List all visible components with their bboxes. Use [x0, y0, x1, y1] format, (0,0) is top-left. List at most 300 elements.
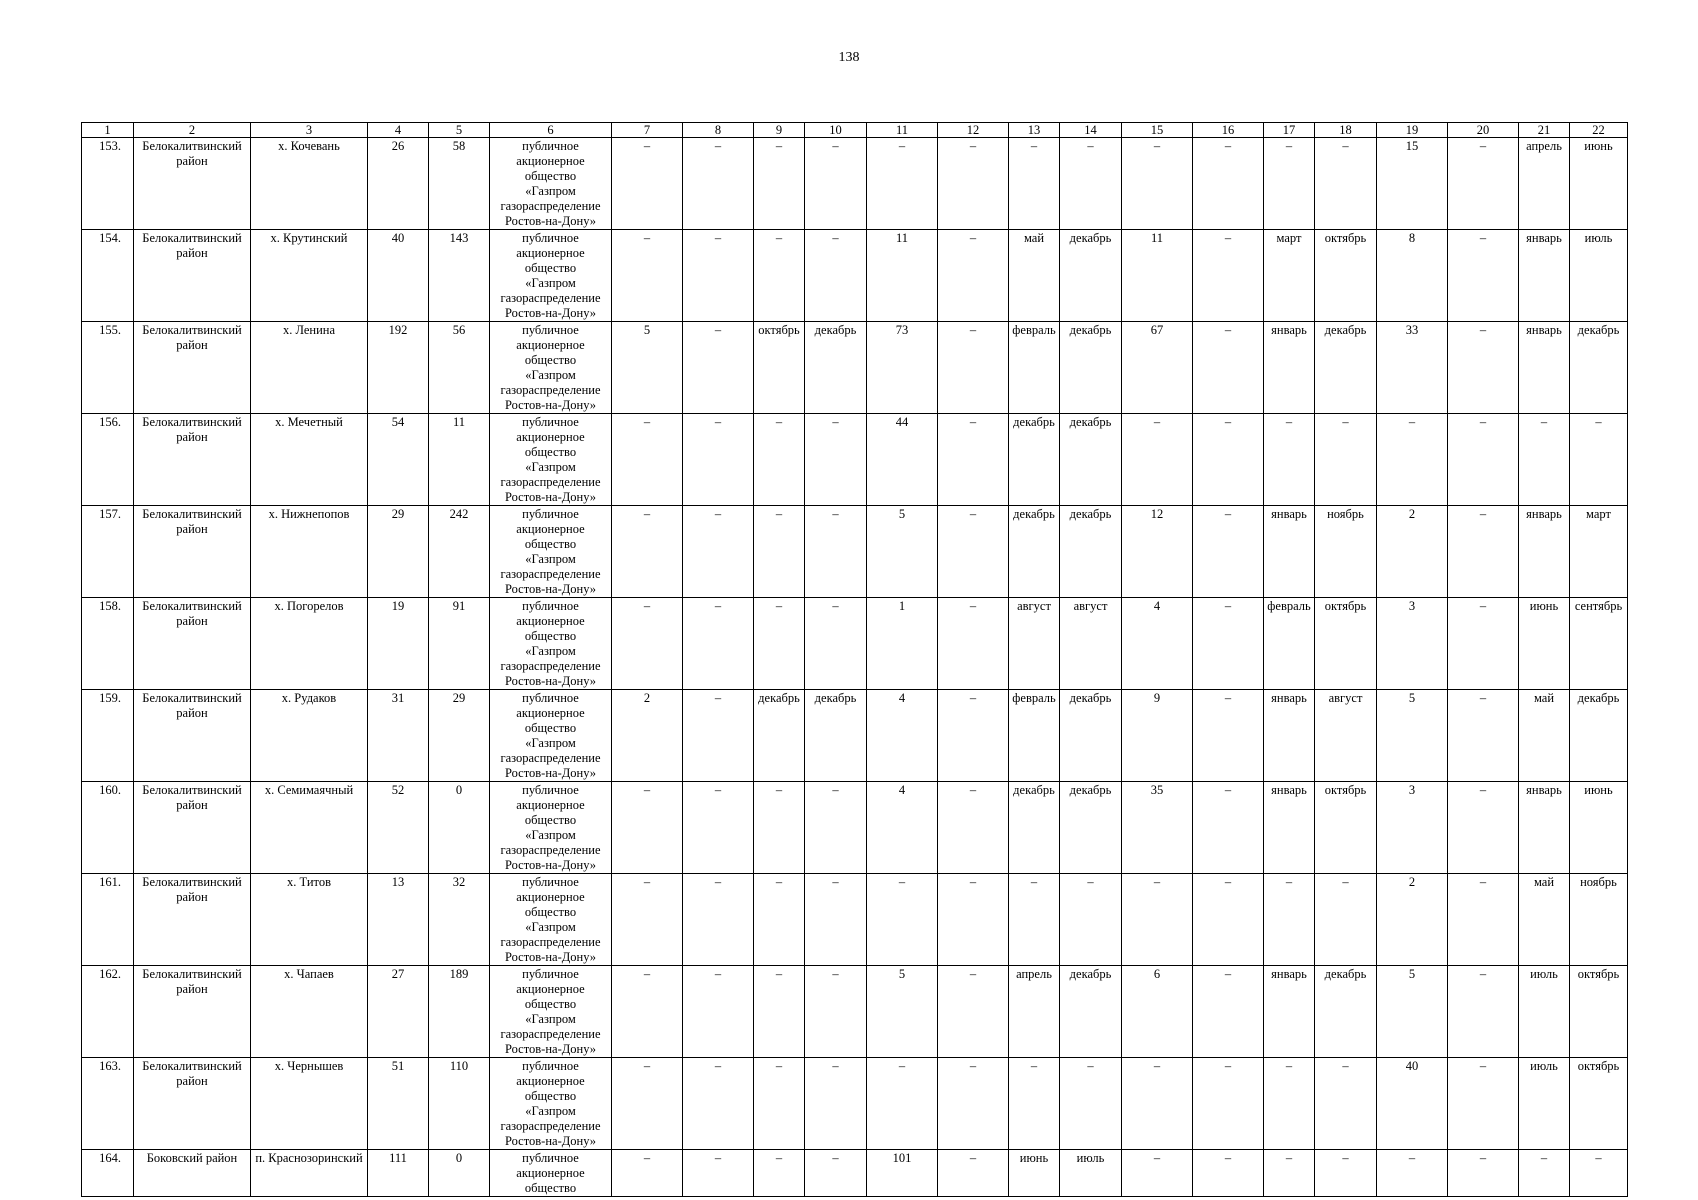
cell-c19: 33 — [1377, 322, 1448, 414]
cell-c8: – — [683, 782, 754, 874]
owner-line: акционерное — [516, 706, 585, 720]
cell-owner — [490, 1058, 612, 1150]
cell-c4: 31 — [368, 690, 429, 782]
cell-c21: январь — [1519, 506, 1570, 598]
owner-line: газораспределение — [500, 291, 601, 305]
cell-c17: – — [1264, 138, 1315, 230]
cell-c4: 19 — [368, 598, 429, 690]
cell-c4: 26 — [368, 138, 429, 230]
owner-line: общество — [524, 721, 577, 735]
cell-c17: январь — [1264, 506, 1315, 598]
cell-c20: – — [1448, 322, 1519, 414]
cell-c7: – — [612, 782, 683, 874]
cell-c22: сентябрь — [1570, 598, 1628, 690]
column-header: 3 — [251, 123, 368, 138]
cell-c8: – — [683, 230, 754, 322]
cell-c5: 189 — [429, 966, 490, 1058]
cell-c12: – — [938, 874, 1009, 966]
owner-line: Ростов-на-Дону» — [504, 398, 597, 412]
cell-c18: август — [1315, 690, 1377, 782]
cell-c4: 13 — [368, 874, 429, 966]
column-header: 22 — [1570, 123, 1628, 138]
cell-c18: – — [1315, 138, 1377, 230]
owner-line: акционерное — [516, 430, 585, 444]
owner-line: Ростов-на-Дону» — [504, 1042, 597, 1056]
cell-c10: – — [805, 230, 867, 322]
owner-line: акционерное — [516, 1074, 585, 1088]
owner-line: «Газпром — [525, 1104, 576, 1118]
cell-c18: ноябрь — [1315, 506, 1377, 598]
cell-c14: декабрь — [1060, 414, 1122, 506]
cell-c15: 35 — [1122, 782, 1193, 874]
owner-line: публичное — [522, 415, 579, 429]
cell-n: 163. — [82, 1058, 134, 1150]
owner-line: Ростов-на-Дону» — [504, 214, 597, 228]
cell-n: 154. — [82, 230, 134, 322]
cell-n: 155. — [82, 322, 134, 414]
cell-c4: 40 — [368, 230, 429, 322]
cell-c15: – — [1122, 874, 1193, 966]
cell-c21: – — [1519, 1150, 1570, 1197]
table-row — [82, 506, 1628, 598]
cell-c20: – — [1448, 782, 1519, 874]
cell-c9: – — [754, 1150, 805, 1197]
header-row — [82, 123, 1628, 138]
cell-c16: – — [1193, 690, 1264, 782]
owner-line: газораспределение — [500, 935, 601, 949]
cell-district: Белокалитвинский район — [134, 138, 251, 230]
column-header: 20 — [1448, 123, 1519, 138]
cell-district: Белокалитвинский район — [134, 598, 251, 690]
cell-c13: – — [1009, 874, 1060, 966]
cell-c8: – — [683, 1058, 754, 1150]
cell-c10: – — [805, 598, 867, 690]
cell-c22: июль — [1570, 230, 1628, 322]
cell-c20: – — [1448, 1058, 1519, 1150]
owner-line: общество — [524, 813, 577, 827]
owner-line: газораспределение — [500, 383, 601, 397]
owner-line: общество — [524, 629, 577, 643]
owner-line: общество — [524, 537, 577, 551]
cell-settlement: х. Чернышев — [251, 1058, 368, 1150]
cell-c19: 40 — [1377, 1058, 1448, 1150]
cell-owner — [490, 138, 612, 230]
cell-owner — [490, 874, 612, 966]
cell-c21: июнь — [1519, 598, 1570, 690]
cell-c11: – — [867, 1058, 938, 1150]
cell-c5: 242 — [429, 506, 490, 598]
cell-c22: июнь — [1570, 138, 1628, 230]
cell-c11: – — [867, 874, 938, 966]
cell-c8: – — [683, 598, 754, 690]
owner-line: «Газпром — [525, 828, 576, 842]
owner-line: акционерное — [516, 798, 585, 812]
cell-c19: 2 — [1377, 874, 1448, 966]
cell-c16: – — [1193, 138, 1264, 230]
owner-line: публичное — [522, 323, 579, 337]
cell-c12: – — [938, 598, 1009, 690]
table-row — [82, 782, 1628, 874]
owner-line: публичное — [522, 231, 579, 245]
cell-district: Белокалитвинский район — [134, 506, 251, 598]
cell-c10: – — [805, 1150, 867, 1197]
owner-line: публичное — [522, 139, 579, 153]
cell-owner — [490, 506, 612, 598]
cell-c10: – — [805, 874, 867, 966]
column-header: 13 — [1009, 123, 1060, 138]
cell-c14: – — [1060, 138, 1122, 230]
cell-district: Белокалитвинский район — [134, 966, 251, 1058]
cell-c11: 1 — [867, 598, 938, 690]
cell-c11: 11 — [867, 230, 938, 322]
column-header: 2 — [134, 123, 251, 138]
owner-line: «Газпром — [525, 736, 576, 750]
cell-owner — [490, 782, 612, 874]
owner-line: акционерное — [516, 338, 585, 352]
cell-district: Белокалитвинский район — [134, 1058, 251, 1150]
column-header: 7 — [612, 123, 683, 138]
cell-c19: 3 — [1377, 782, 1448, 874]
cell-c7: – — [612, 874, 683, 966]
cell-c8: – — [683, 690, 754, 782]
cell-settlement: х. Погорелов — [251, 598, 368, 690]
cell-c21: январь — [1519, 782, 1570, 874]
cell-c8: – — [683, 506, 754, 598]
cell-c9: – — [754, 230, 805, 322]
owner-line: публичное — [522, 691, 579, 705]
column-header: 14 — [1060, 123, 1122, 138]
cell-c9: – — [754, 874, 805, 966]
cell-c13: декабрь — [1009, 414, 1060, 506]
cell-c16: – — [1193, 414, 1264, 506]
cell-c19: – — [1377, 414, 1448, 506]
cell-c12: – — [938, 690, 1009, 782]
cell-c18: – — [1315, 1150, 1377, 1197]
cell-c17: январь — [1264, 690, 1315, 782]
owner-line: «Газпром — [525, 368, 576, 382]
cell-c12: – — [938, 1058, 1009, 1150]
cell-c5: 0 — [429, 782, 490, 874]
owner-line: «Газпром — [525, 920, 576, 934]
column-header: 10 — [805, 123, 867, 138]
cell-c16: – — [1193, 230, 1264, 322]
cell-c19: 8 — [1377, 230, 1448, 322]
cell-c19: 5 — [1377, 966, 1448, 1058]
owner-line: акционерное — [516, 246, 585, 260]
table-row — [82, 874, 1628, 966]
cell-c11: 4 — [867, 690, 938, 782]
owner-line: общество — [524, 1089, 577, 1103]
owner-line: Ростов-на-Дону» — [504, 1134, 597, 1148]
owner-line: акционерное — [516, 614, 585, 628]
owner-line: Ростов-на-Дону» — [504, 306, 597, 320]
cell-c16: – — [1193, 874, 1264, 966]
cell-c20: – — [1448, 230, 1519, 322]
owner-line: акционерное — [516, 890, 585, 904]
cell-n: 159. — [82, 690, 134, 782]
cell-c8: – — [683, 138, 754, 230]
cell-c21: май — [1519, 690, 1570, 782]
cell-c10: – — [805, 138, 867, 230]
cell-n: 164. — [82, 1150, 134, 1197]
cell-c12: – — [938, 138, 1009, 230]
table-row — [82, 138, 1628, 230]
cell-n: 158. — [82, 598, 134, 690]
cell-c7: – — [612, 598, 683, 690]
cell-c22: декабрь — [1570, 690, 1628, 782]
cell-c10: – — [805, 414, 867, 506]
owner-line: публичное — [522, 599, 579, 613]
owner-line: общество — [524, 445, 577, 459]
cell-c9: – — [754, 782, 805, 874]
owner-line: публичное — [522, 783, 579, 797]
cell-c15: 4 — [1122, 598, 1193, 690]
table-row — [82, 690, 1628, 782]
cell-settlement: х. Титов — [251, 874, 368, 966]
cell-c11: – — [867, 138, 938, 230]
column-header: 12 — [938, 123, 1009, 138]
cell-c12: – — [938, 966, 1009, 1058]
cell-c13: май — [1009, 230, 1060, 322]
cell-c11: 44 — [867, 414, 938, 506]
cell-c22: декабрь — [1570, 322, 1628, 414]
cell-c22: – — [1570, 1150, 1628, 1197]
cell-owner — [490, 690, 612, 782]
cell-c22: октябрь — [1570, 966, 1628, 1058]
cell-c9: – — [754, 506, 805, 598]
column-header: 1 — [82, 123, 134, 138]
table-row — [82, 598, 1628, 690]
cell-c17: – — [1264, 1058, 1315, 1150]
owner-line: газораспределение — [500, 475, 601, 489]
cell-c5: 56 — [429, 322, 490, 414]
cell-c15: 11 — [1122, 230, 1193, 322]
cell-c4: 27 — [368, 966, 429, 1058]
owner-line: «Газпром — [525, 460, 576, 474]
owner-line: Ростов-на-Дону» — [504, 490, 597, 504]
cell-settlement: х. Кочевань — [251, 138, 368, 230]
column-header: 8 — [683, 123, 754, 138]
cell-c18: – — [1315, 414, 1377, 506]
cell-c20: – — [1448, 966, 1519, 1058]
column-header: 6 — [490, 123, 612, 138]
owner-line: общество — [524, 261, 577, 275]
cell-c16: – — [1193, 506, 1264, 598]
cell-c17: – — [1264, 1150, 1315, 1197]
cell-c4: 52 — [368, 782, 429, 874]
cell-owner — [490, 966, 612, 1058]
cell-c11: 101 — [867, 1150, 938, 1197]
cell-c21: январь — [1519, 322, 1570, 414]
owner-line: газораспределение — [500, 843, 601, 857]
cell-owner — [490, 414, 612, 506]
cell-c19: – — [1377, 1150, 1448, 1197]
cell-c13: февраль — [1009, 322, 1060, 414]
cell-c7: – — [612, 1058, 683, 1150]
cell-c15: – — [1122, 414, 1193, 506]
table-row — [82, 1058, 1628, 1150]
cell-c22: июнь — [1570, 782, 1628, 874]
cell-c20: – — [1448, 138, 1519, 230]
cell-c18: – — [1315, 1058, 1377, 1150]
cell-c5: 143 — [429, 230, 490, 322]
owner-line: общество — [524, 997, 577, 1011]
owner-line: акционерное — [516, 982, 585, 996]
owner-line: газораспределение — [500, 1119, 601, 1133]
cell-c13: июнь — [1009, 1150, 1060, 1197]
cell-c4: 51 — [368, 1058, 429, 1150]
cell-owner — [490, 230, 612, 322]
cell-district: Белокалитвинский район — [134, 322, 251, 414]
cell-c20: – — [1448, 874, 1519, 966]
cell-c14: декабрь — [1060, 690, 1122, 782]
owner-line: Ростов-на-Дону» — [504, 950, 597, 964]
cell-c7: – — [612, 414, 683, 506]
cell-c10: – — [805, 506, 867, 598]
cell-c11: 4 — [867, 782, 938, 874]
owner-line: общество — [524, 1181, 577, 1195]
owner-line: газораспределение — [500, 1027, 601, 1041]
cell-c22: октябрь — [1570, 1058, 1628, 1150]
owner-line: публичное — [522, 875, 579, 889]
cell-c5: 58 — [429, 138, 490, 230]
cell-c7: 5 — [612, 322, 683, 414]
cell-c22: март — [1570, 506, 1628, 598]
column-header: 16 — [1193, 123, 1264, 138]
cell-c4: 192 — [368, 322, 429, 414]
column-header: 18 — [1315, 123, 1377, 138]
table-row — [82, 966, 1628, 1058]
column-header: 9 — [754, 123, 805, 138]
cell-c16: – — [1193, 322, 1264, 414]
cell-c16: – — [1193, 1058, 1264, 1150]
cell-c16: – — [1193, 782, 1264, 874]
cell-c15: – — [1122, 1150, 1193, 1197]
cell-c13: август — [1009, 598, 1060, 690]
cell-c7: – — [612, 230, 683, 322]
owner-line: Ростов-на-Дону» — [504, 766, 597, 780]
cell-owner — [490, 322, 612, 414]
cell-c17: февраль — [1264, 598, 1315, 690]
table-row — [82, 414, 1628, 506]
owner-line: «Газпром — [525, 552, 576, 566]
owner-line: акционерное — [516, 522, 585, 536]
owner-line: публичное — [522, 507, 579, 521]
cell-c5: 0 — [429, 1150, 490, 1197]
cell-c22: – — [1570, 414, 1628, 506]
owner-line: общество — [524, 905, 577, 919]
cell-c13: декабрь — [1009, 506, 1060, 598]
cell-c8: – — [683, 1150, 754, 1197]
owner-line: общество — [524, 353, 577, 367]
cell-c20: – — [1448, 414, 1519, 506]
cell-c7: 2 — [612, 690, 683, 782]
cell-c11: 73 — [867, 322, 938, 414]
cell-c15: 9 — [1122, 690, 1193, 782]
column-header: 21 — [1519, 123, 1570, 138]
cell-c21: январь — [1519, 230, 1570, 322]
cell-c18: декабрь — [1315, 966, 1377, 1058]
owner-line: «Газпром — [525, 1012, 576, 1026]
cell-c10: декабрь — [805, 322, 867, 414]
cell-c22: ноябрь — [1570, 874, 1628, 966]
cell-c21: – — [1519, 414, 1570, 506]
cell-c17: – — [1264, 414, 1315, 506]
cell-c19: 15 — [1377, 138, 1448, 230]
cell-c17: январь — [1264, 782, 1315, 874]
owner-line: общество — [524, 169, 577, 183]
cell-n: 161. — [82, 874, 134, 966]
cell-c7: – — [612, 1150, 683, 1197]
cell-district: Белокалитвинский район — [134, 690, 251, 782]
cell-c17: январь — [1264, 322, 1315, 414]
cell-n: 153. — [82, 138, 134, 230]
column-header: 17 — [1264, 123, 1315, 138]
cell-c17: январь — [1264, 966, 1315, 1058]
owner-line: газораспределение — [500, 567, 601, 581]
cell-c14: – — [1060, 874, 1122, 966]
cell-owner — [490, 1150, 612, 1197]
cell-c14: – — [1060, 1058, 1122, 1150]
table-row — [82, 230, 1628, 322]
cell-c17: – — [1264, 874, 1315, 966]
cell-c12: – — [938, 506, 1009, 598]
cell-c12: – — [938, 230, 1009, 322]
cell-c18: октябрь — [1315, 782, 1377, 874]
table-row — [82, 1150, 1628, 1197]
owner-line: «Газпром — [525, 184, 576, 198]
cell-c21: апрель — [1519, 138, 1570, 230]
cell-c17: март — [1264, 230, 1315, 322]
cell-c13: февраль — [1009, 690, 1060, 782]
cell-c19: 2 — [1377, 506, 1448, 598]
cell-c14: август — [1060, 598, 1122, 690]
cell-c5: 110 — [429, 1058, 490, 1150]
page-number: 138 — [838, 50, 860, 65]
owner-line: Ростов-на-Дону» — [504, 674, 597, 688]
cell-settlement: х. Рудаков — [251, 690, 368, 782]
cell-c12: – — [938, 1150, 1009, 1197]
cell-c4: 111 — [368, 1150, 429, 1197]
cell-c13: – — [1009, 1058, 1060, 1150]
cell-c11: 5 — [867, 506, 938, 598]
cell-c10: декабрь — [805, 690, 867, 782]
cell-c15: 12 — [1122, 506, 1193, 598]
cell-c14: декабрь — [1060, 506, 1122, 598]
cell-settlement: х. Крутинский — [251, 230, 368, 322]
cell-c13: – — [1009, 138, 1060, 230]
cell-c7: – — [612, 966, 683, 1058]
cell-c21: июль — [1519, 966, 1570, 1058]
cell-n: 160. — [82, 782, 134, 874]
owner-line: публичное — [522, 1059, 579, 1073]
cell-c21: июль — [1519, 1058, 1570, 1150]
column-header: 4 — [368, 123, 429, 138]
owner-line: газораспределение — [500, 199, 601, 213]
cell-c9: – — [754, 1058, 805, 1150]
owner-line: «Газпром — [525, 276, 576, 290]
cell-c8: – — [683, 966, 754, 1058]
cell-c18: октябрь — [1315, 598, 1377, 690]
cell-c14: декабрь — [1060, 782, 1122, 874]
cell-c7: – — [612, 506, 683, 598]
cell-c15: 67 — [1122, 322, 1193, 414]
cell-c14: декабрь — [1060, 322, 1122, 414]
cell-c9: – — [754, 414, 805, 506]
cell-c4: 54 — [368, 414, 429, 506]
cell-c5: 32 — [429, 874, 490, 966]
owner-line: Ростов-на-Дону» — [504, 582, 597, 596]
